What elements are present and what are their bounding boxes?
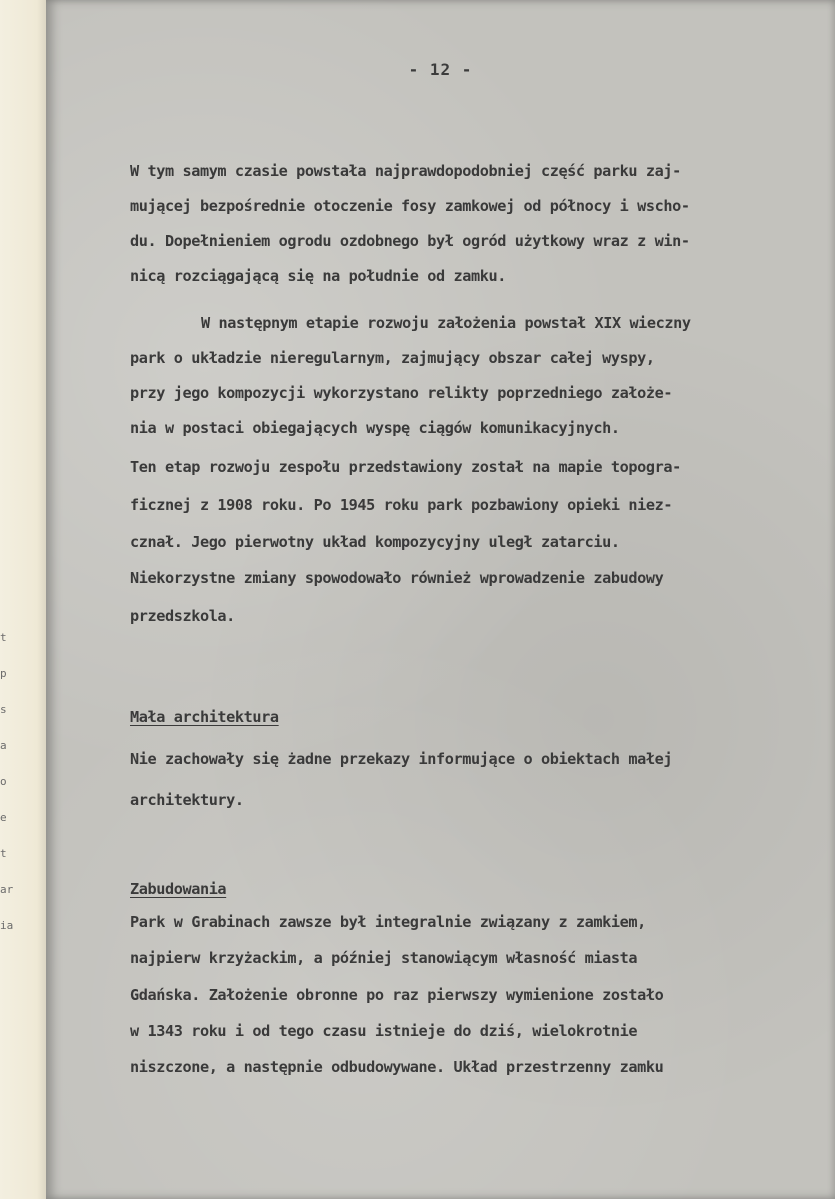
text-line: Niekorzystne zmiany spowodowało również wprowadzenie zabudowy [130,569,664,587]
text-line: w 1343 roku i od tego czasu istnieje do dziś, wielokrotnie [130,1022,638,1040]
margin-mark: o [0,775,7,788]
text-line: Park w Grabinach zawsze był integralnie związany z zamkiem, [130,913,646,931]
page-number: - 12 - [408,60,473,79]
margin-mark: t [0,631,7,644]
margin-mark: p [0,667,7,680]
margin-mark: a [0,739,7,752]
text-line: cznał. Jego pierwotny układ kompozycyjny uległ zatarciu. [130,533,620,551]
margin-mark: ar [0,883,14,896]
adjacent-page-letters [0,620,16,944]
text-line: ficznej z 1908 roku. Po 1945 roku park pozbawiony opieki niez- [130,496,673,514]
section-heading: Zabudowania [130,880,227,898]
margin-mark: s [0,703,7,716]
section-heading: Mała architektura [130,708,279,726]
text-line: W tym samym czasie powstała najprawdopodobniej część parku zaj- [130,162,681,180]
margin-mark: e [0,811,7,824]
text-line: nia w postaci obiegających wyspę ciągów komunikacyjnych. [130,419,620,437]
text-line: Ten etap rozwoju zespołu przedstawiony został na mapie topogra- [130,458,681,476]
text-line: du. Dopełnieniem ogrodu ozdobnego był ogród użytkowy wraz z win- [130,232,690,250]
typewritten-page [46,0,835,1199]
text-line: niszczone, a następnie odbudowywane. Układ przestrzenny zamku [130,1058,664,1076]
text-line: Nie zachowały się żadne przekazy informujące o obiektach małej [130,750,673,768]
text-line: nicą rozciągającą się na południe od zamku. [130,267,506,285]
text-line: przedszkola. [130,607,235,625]
text-line: mującej bezpośrednie otoczenie fosy zamkowej od północy i wscho- [130,197,690,215]
text-line: Gdańska. Założenie obronne po raz pierwszy wymienione zostało [130,986,664,1004]
margin-mark: ia [0,919,14,932]
text-line: W następnym etapie rozwoju założenia powstał XIX wieczny [201,314,691,332]
text-line: najpierw krzyżackim, a później stanowiącym własność miasta [130,949,638,967]
text-line: park o układzie nieregularnym, zajmujący obszar całej wyspy, [130,349,655,367]
text-line: architektury. [130,791,244,809]
margin-mark: t [0,847,7,860]
text-line: przy jego kompozycji wykorzystano relikty poprzedniego założe- [130,384,673,402]
adjacent-page-edge [0,0,46,1199]
